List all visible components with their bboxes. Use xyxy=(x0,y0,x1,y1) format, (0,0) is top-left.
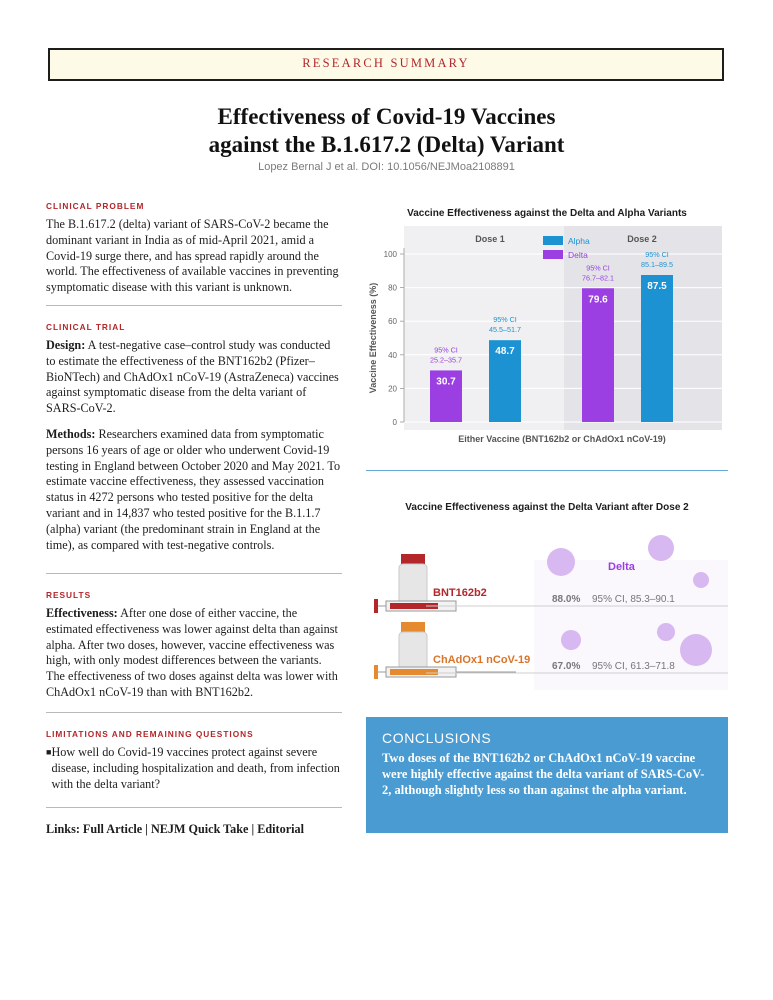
conclusions-heading: CONCLUSIONS xyxy=(382,730,492,746)
variant-label: Delta xyxy=(608,561,635,573)
full-article-link[interactable]: Full Article xyxy=(82,822,143,836)
y-axis-label: Vaccine Effectiveness (%) xyxy=(368,282,378,394)
conclusions-text: Two doses of the BNT162b2 or ChAdOx1 nCoV-19 vaccine were highly effective against the delta variant of SARS-CoV-2, although slightly less so than against the alpha variant. xyxy=(382,751,705,797)
banner-label: RESEARCH SUMMARY xyxy=(302,56,470,70)
results-text: After one dose of either vaccine, the estimated effectiveness was lower against delta than against alpha. After two doses, however, vaccine effectiveness was high, with only modest differences between the variants. The effectiveness of two doses against delta was lower with ChAdOx1 nCoV-19 than with BNT162b2. xyxy=(46,606,338,699)
conclusions-box xyxy=(366,717,728,833)
divider xyxy=(46,573,342,574)
y-tick-label: 0 xyxy=(392,418,397,427)
legend-swatch xyxy=(543,236,563,245)
y-tick-label: 100 xyxy=(383,250,397,259)
ci-label: 95% CI xyxy=(645,250,669,259)
links-prefix: Links: xyxy=(46,822,80,836)
editorial-link[interactable]: Editorial xyxy=(257,822,304,836)
links-row xyxy=(46,822,304,837)
ci-text: 95% CI, 61.3–71.8 xyxy=(592,661,675,672)
bar xyxy=(641,275,673,422)
y-tick-label: 40 xyxy=(388,350,397,360)
bar-value-label: 79.6 xyxy=(588,294,608,306)
design-label: Design: xyxy=(46,338,86,352)
legend-swatch xyxy=(543,250,563,259)
section-banner xyxy=(48,48,724,81)
y-tick-label: 60 xyxy=(388,317,397,327)
page-title xyxy=(0,103,773,159)
ci-label: 95% CI xyxy=(434,345,458,355)
ci-text: 95% CI, 85.3–90.1 xyxy=(592,594,675,605)
divider xyxy=(366,470,728,471)
results-paragraph xyxy=(46,606,342,701)
ci-range: 85.1–89.5 xyxy=(641,260,673,269)
methods-paragraph xyxy=(46,427,342,553)
ci-label: 95% CI xyxy=(493,315,517,325)
x-axis-label: Either Vaccine (BNT162b2 or ChAdOx1 nCoV-19) xyxy=(458,434,666,444)
design-paragraph xyxy=(46,338,342,417)
chart-title: Vaccine Effectiveness against the Delta and Alpha Variants xyxy=(407,208,687,219)
methods-label: Methods: xyxy=(46,426,96,441)
bar xyxy=(582,288,614,422)
clinical-problem-text: The B.1.617.2 (delta) variant of SARS-CoV-2 became the dominant variant in India as of mid-April 2021, amid a Covid-19 surge there, and has spread rapidly around the world. The effectiveness of available vaccines in preventing symptomatic disease with this variant is unknown. xyxy=(46,217,339,295)
bar-value-label: 87.5 xyxy=(647,281,667,292)
bullet-square-icon: ■ xyxy=(46,747,52,757)
design-text: A test-negative case–control study was conducted to estimate the effectiveness of the BNT162b2 (Pfizer–BioNTech) and ChAdOx1 nCoV-19 (AstraZeneca) vaccines against symptomatic disease from the delta variant of SARS-CoV-2. xyxy=(46,338,339,416)
list-item xyxy=(46,745,342,792)
y-tick-label: 80 xyxy=(388,283,397,293)
group-label: Dose 1 xyxy=(475,234,505,244)
dose2-effectiveness-graphic xyxy=(366,520,728,710)
methods-text: Researchers examined data from symptomatic persons 16 years of age or older who underwent Covid-19 testing in England between October 2020 and May 2021. To estimate vaccine effectiveness, they assessed vaccination status in 4272 persons who tested positive for the delta variant and in 14,837 who tested positive for the B.1.1.7 (alpha) variant (the predominant strain in England at the time), as compared with test-negative controls. xyxy=(46,426,341,552)
title-line-2: against the B.1.617.2 (Delta) Variant xyxy=(208,132,565,157)
vial-icon xyxy=(399,622,427,672)
results-section xyxy=(46,590,342,701)
limitations-heading: LIMITATIONS AND REMAINING QUESTIONS xyxy=(46,729,254,739)
effectiveness-label: Effectiveness: xyxy=(46,606,118,620)
citation: Lopez Bernal J et al. DOI: 10.1056/NEJMoa2108891 xyxy=(258,161,515,173)
syringe-icon xyxy=(374,665,516,679)
bar-value-label: 30.7 xyxy=(436,376,456,388)
limitation-text: How well do Covid-19 vaccines protect against severe disease, including hospitalization and death, from infection with the delta variant? xyxy=(51,745,340,791)
vaccine-name: BNT162b2 xyxy=(433,587,487,599)
group-label: Dose 2 xyxy=(627,234,657,244)
separator: | xyxy=(145,822,148,836)
title-line-1: Effectiveness of Covid-19 Vaccines xyxy=(217,104,556,129)
ci-label: 95% CI xyxy=(586,263,610,273)
vaccine-name: ChAdOx1 nCoV-19 xyxy=(433,654,531,666)
effectiveness-value: 67.0% xyxy=(552,661,581,672)
chart-title: Vaccine Effectiveness against the Delta Variant after Dose 2 xyxy=(405,502,689,513)
divider xyxy=(46,712,342,713)
y-tick-label: 20 xyxy=(388,384,397,394)
bar-value-label: 48.7 xyxy=(495,346,515,358)
clinical-problem-heading: CLINICAL PROBLEM xyxy=(46,201,145,211)
legend-label: Delta xyxy=(568,250,588,260)
clinical-trial-section xyxy=(46,322,342,553)
divider xyxy=(46,807,342,808)
bar-chart xyxy=(366,222,728,458)
legend-label: Alpha xyxy=(568,236,590,246)
ci-range: 45.5–51.7 xyxy=(489,325,521,335)
quick-take-link[interactable]: NEJM Quick Take xyxy=(150,822,249,836)
clinical-trial-heading: CLINICAL TRIAL xyxy=(46,322,126,332)
effectiveness-value: 88.0% xyxy=(552,594,581,605)
vial-icon xyxy=(399,554,427,604)
clinical-problem-section xyxy=(46,201,342,296)
separator: | xyxy=(251,822,255,836)
ci-range: 25.2–35.7 xyxy=(430,355,462,365)
limitations-section xyxy=(46,729,342,792)
ci-range: 76.7–82.1 xyxy=(582,273,614,283)
divider xyxy=(46,305,342,306)
results-heading: RESULTS xyxy=(46,590,92,600)
